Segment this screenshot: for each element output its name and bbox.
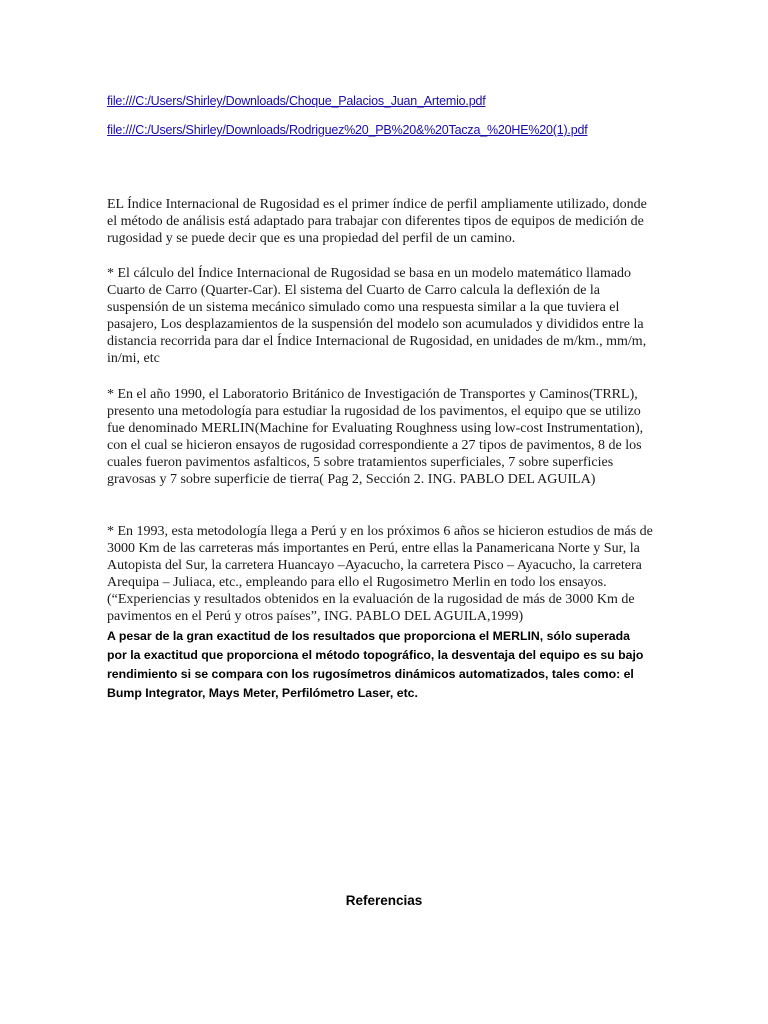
paragraph-quarter-car: * El cálculo del Índice Internacional de Rugosidad se basa en un modelo matemático llamado Cuarto de Carro (Quarter-Car). El sistema del Cuarto de Carro calcula la deflexión de la suspensión de un sistema mecánico simulado como una respuesta similar a la que tuviera el pasajero, Los desplazamientos de la suspensión del modelo son acumulados y divididos entre la distancia recorrida para dar el Índice Internacional de Rugosidad, en unidades de m/km., mm/m, in/mi, etc	[107, 266, 647, 366]
paragraph-merlin-1990: * En el año 1990, el Laboratorio Británico de Investigación de Transportes y Caminos(TRRL), presento una metodología para estudiar la rugosidad de los pavimentos, el equipo que se utilizo fue denominado MERLIN(Machine for Evaluating Roughness using low-cost Instrumentation), con el cual se hicieron ensayos de rugosidad correspondiente a 27 tipos de pavimentos, 8 de los cuales fueron pavimentos asfalticos, 5 sobre tratamientos superficiales, 7 sobre superficies gravosas y 7 sobre superficie de tierra( Pag 2, Sección 2. ING. PABLO DEL AGUILA)	[107, 387, 644, 487]
paragraph-merlin-disadvantage: A pesar de la gran exactitud de los resultados que proporciona el MERLIN, sólo superada por la exactitud que proporciona el método topográfico, la desventaja del equipo es su bajo rendimiento si se compara con los rugosímetros dinámicos automatizados, tales como: el Bump Integrator, Mays Meter, Perfilómetro Laser, etc.	[107, 629, 644, 700]
references-heading: Referencias	[345, 893, 423, 908]
paragraph-iri-intro: EL Índice Internacional de Rugosidad es el primer índice de perfil ampliamente utilizado, donde el método de análisis está adaptado para trabajar con diferentes tipos de equipos de medición de rugosidad y se puede decir que es una propiedad del perfil de un camino.	[107, 197, 647, 246]
paragraph-peru-1993: * En 1993, esta metodología llega a Perú y en los próximos 6 años se hicieron estudios de más de 3000 Km de las carreteras más importantes en Perú, entre ellas la Panamericana Norte y Sur, la Autopista del Sur, la carretera Huancayo –Ayacucho, la carretera Pisco – Ayacucho, la carretera Arequipa – Juliaca, etc., empleando para ello el Rugosimetro Merlin en todo los ensayos. (“Experiencias y resultados obtenidos en la evaluación de la rugosidad de más de 3000 Km de pavimentos en el Perú y otros países”, ING. PABLO DEL AGUILA,1999)	[107, 524, 653, 624]
pdf-link-choque[interactable]: file:///C:/Users/Shirley/Downloads/Choque_Palacios_Juan_Artemio.pdf	[107, 94, 486, 108]
pdf-link-rodriguez[interactable]: file:///C:/Users/Shirley/Downloads/Rodriguez%20_PB%20&%20Tacza_%20HE%20(1).pdf	[107, 123, 588, 137]
